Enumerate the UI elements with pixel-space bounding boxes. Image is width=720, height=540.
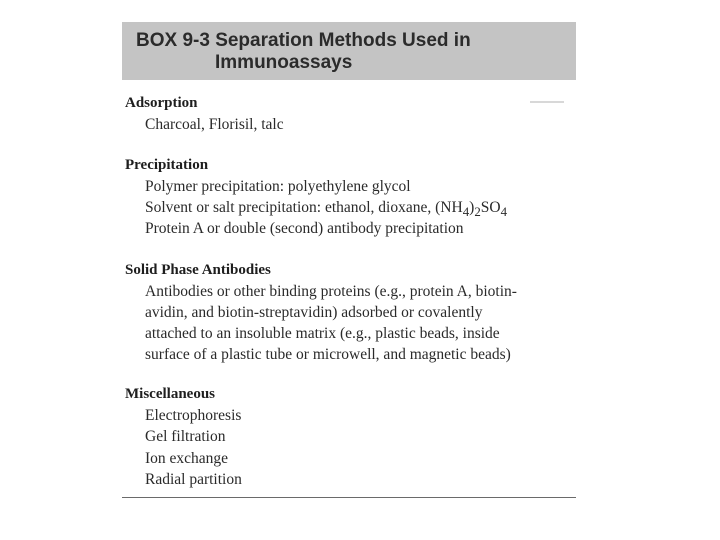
list-item: Radial partition	[145, 471, 242, 488]
list-item: Protein A or double (second) antibody precipitation	[145, 220, 464, 237]
box-title: BOX 9-3 Separation Methods Used in	[136, 30, 471, 51]
paragraph-line: Antibodies or other binding proteins (e.g., protein A, biotin-	[145, 283, 517, 300]
list-item: Charcoal, Florisil, talc	[145, 116, 284, 133]
list-item: Gel filtration	[145, 428, 226, 445]
paragraph-line: attached to an insoluble matrix (e.g., plastic beads, inside	[145, 325, 500, 342]
box-title-continued: Immunoassays	[215, 52, 353, 73]
paragraph-line: surface of a plastic tube or microwell, and magnetic beads)	[145, 346, 511, 363]
list-item-salt-precipitation	[145, 199, 507, 220]
list-item-text: Solvent or salt precipitation: ethanol, dioxane,	[145, 199, 436, 216]
heading-solid-phase-antibodies: Solid Phase Antibodies	[125, 262, 271, 278]
heading-adsorption: Adsorption	[125, 95, 198, 111]
scan-speck	[530, 101, 564, 103]
heading-miscellaneous: Miscellaneous	[125, 386, 215, 402]
paragraph-line: avidin, and biotin-streptavidin) adsorbed or covalently	[145, 304, 483, 321]
ammonium-sulfate-formula: $(NH_4)_2SO_4$	[435, 199, 508, 220]
list-item: Polymer precipitation: polyethylene glycol	[145, 178, 411, 195]
list-item: Electrophoresis	[145, 407, 242, 424]
bottom-rule	[122, 497, 576, 498]
list-item: Ion exchange	[145, 450, 229, 467]
heading-precipitation: Precipitation	[125, 157, 209, 173]
